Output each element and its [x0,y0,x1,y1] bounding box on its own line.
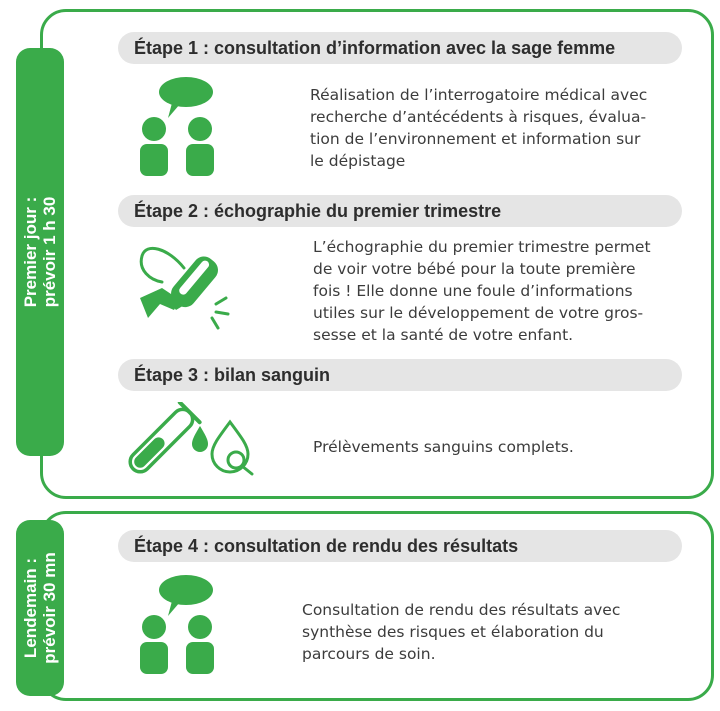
consultation-icon [134,74,224,178]
step-1-title: Étape 1 : consultation d’information avec la sage femme [118,32,682,64]
step-4-title: Étape 4 : consultation de rendu des résultats [118,530,682,562]
step-2-title: Étape 2 : échographie du premier trimestre [118,195,682,227]
blood-test-icon [126,402,262,478]
consultation-icon [134,572,224,676]
step-4-description: Consultation de rendu des résultats avec synthèse des risques et élaboration du parcours de soin. [302,601,621,663]
step-1-description: Réalisation de l’interrogatoire médical avec recherche d’antécédents à risques, évalua- tion de l’environnement et information sur le dépistage [310,86,648,170]
step-2-description: L’échographie du premier trimestre permet de voir votre bébé pour la toute première fois ! Elle donne une foule d’informations utiles sur le développement de votre gros- sesse et la santé de votre enfant. [313,238,651,344]
ultrasound-probe-icon [128,238,238,330]
next-day-tab [16,520,64,696]
step-3-title: Étape 3 : bilan sanguin [118,359,682,391]
day-one-tab [16,48,64,456]
step-3-description: Prélèvements sanguins complets. [313,438,574,456]
next-day-tab-label: Lendemain : prévoir 30 mn [21,552,59,664]
day-one-tab-label: Premier jour : prévoir 1 h 30 [21,196,59,308]
